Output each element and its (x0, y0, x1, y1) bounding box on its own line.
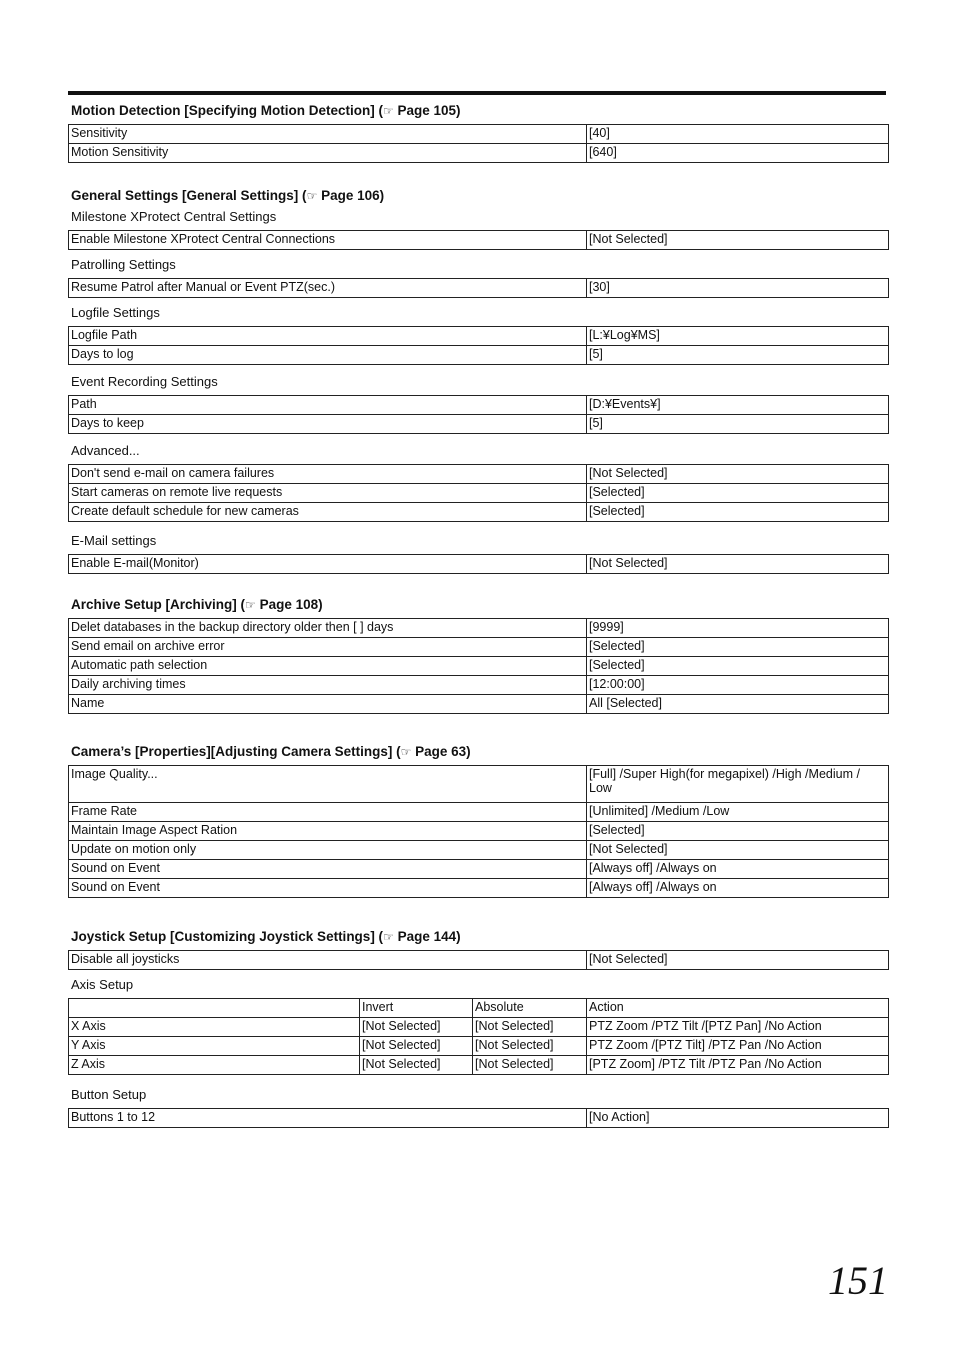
table-row (69, 346, 889, 365)
setting-value-cell: [9999] (587, 619, 889, 638)
setting-name-cell: Image Quality... (69, 766, 587, 803)
setting-value-cell: [Not Selected] (473, 1018, 587, 1037)
table-row (69, 951, 889, 970)
setting-value-cell: [30] (587, 279, 889, 298)
setting-name-cell: Enable Milestone XProtect Central Connections (69, 231, 587, 250)
table-row (69, 484, 889, 503)
patrolling-label: Patrolling Settings (71, 257, 176, 272)
table-row (69, 327, 889, 346)
setting-name-cell: Buttons 1 to 12 (69, 1109, 587, 1128)
hand-pointer-icon: ☞ (383, 930, 394, 944)
setting-name-cell: Enable E-mail(Monitor) (69, 555, 587, 574)
logfile-table (68, 326, 889, 365)
advanced-table (68, 464, 889, 522)
setting-name-cell: Path (69, 396, 587, 415)
setting-value-cell: [No Action] (587, 1109, 889, 1128)
setting-value-cell: [Selected] (587, 638, 889, 657)
setting-name-cell: Create default schedule for new cameras (69, 503, 587, 522)
setting-value-cell: [12:00:00] (587, 676, 889, 695)
setting-value-cell: [40] (587, 125, 889, 144)
milestone-label: Milestone XProtect Central Settings (71, 209, 277, 224)
table-row (69, 396, 889, 415)
table-row (69, 465, 889, 484)
email-table (68, 554, 889, 574)
camera-heading: Camera’s [Properties][Adjusting Camera Settings] (☞ Page 63) (71, 744, 471, 759)
setting-name-cell: Sound on Event (69, 879, 587, 898)
setting-value-cell: [Not Selected] (473, 1056, 587, 1075)
table-row (69, 1109, 889, 1128)
setting-value-cell: PTZ Zoom /[PTZ Tilt] /PTZ Pan /No Action (587, 1037, 889, 1056)
table-row (69, 555, 889, 574)
table-row (69, 1037, 889, 1056)
setting-value-cell: Invert (360, 999, 473, 1018)
setting-name-cell: Disable all joysticks (69, 951, 587, 970)
setting-value-cell: [Selected] (587, 484, 889, 503)
table-row (69, 415, 889, 434)
setting-value-cell: All [Selected] (587, 695, 889, 714)
setting-value-cell: [PTZ Zoom] /PTZ Tilt /PTZ Pan /No Action (587, 1056, 889, 1075)
setting-name-cell: Resume Patrol after Manual or Event PTZ(sec.) (69, 279, 587, 298)
setting-value-cell: [D:¥Events¥] (587, 396, 889, 415)
table-row (69, 144, 889, 163)
setting-value-cell: [Selected] (587, 822, 889, 841)
button-label: Button Setup (71, 1087, 147, 1102)
top-rule (68, 91, 886, 95)
setting-value-cell: [640] (587, 144, 889, 163)
setting-value-cell: [Full] /Super High(for megapixel) /High /Medium / Low (587, 766, 889, 803)
table-row (69, 231, 889, 250)
setting-name-cell: Start cameras on remote live requests (69, 484, 587, 503)
button-table (68, 1108, 889, 1128)
hand-pointer-icon: ☞ (245, 598, 256, 612)
table-row (69, 503, 889, 522)
logfile-label: Logfile Settings (71, 305, 160, 320)
page-number: 151 (828, 1258, 888, 1303)
hand-pointer-icon: ☞ (382, 104, 394, 118)
setting-name-cell (69, 999, 360, 1018)
setting-value-cell: [Not Selected] (587, 465, 889, 484)
email-label: E-Mail settings (71, 533, 157, 548)
setting-name-cell: X Axis (69, 1018, 360, 1037)
setting-value-cell: [5] (587, 415, 889, 434)
setting-name-cell: Days to log (69, 346, 587, 365)
setting-name-cell: Delet databases in the backup directory older then [ ] days (69, 619, 587, 638)
table-row (69, 841, 889, 860)
setting-name-cell: Automatic path selection (69, 657, 587, 676)
table-row (69, 676, 889, 695)
joystick-heading: Joystick Setup [Customizing Joystick Settings] (☞ Page 144) (71, 929, 461, 944)
milestone-table (68, 230, 889, 250)
patrolling-table (68, 278, 889, 298)
joystick-table (68, 950, 889, 970)
setting-value-cell: [Not Selected] (473, 1037, 587, 1056)
setting-name-cell: Frame Rate (69, 803, 587, 822)
setting-name-cell: Send email on archive error (69, 638, 587, 657)
setting-value-cell: [Always off] /Always on (587, 860, 889, 879)
table-row (69, 1018, 889, 1037)
setting-value-cell: [5] (587, 346, 889, 365)
setting-name-cell: Sound on Event (69, 860, 587, 879)
setting-name-cell: Sensitivity (69, 125, 587, 144)
setting-value-cell: [Not Selected] (360, 1056, 473, 1075)
setting-value-cell: [Not Selected] (587, 951, 889, 970)
table-row (69, 657, 889, 676)
setting-value-cell: [Not Selected] (587, 841, 889, 860)
setting-value-cell: [Not Selected] (587, 555, 889, 574)
setting-name-cell: Daily archiving times (69, 676, 587, 695)
event-table (68, 395, 889, 434)
setting-value-cell: [Always off] /Always on (587, 879, 889, 898)
table-row (69, 860, 889, 879)
setting-name-cell: Don't send e-mail on camera failures (69, 465, 587, 484)
hand-pointer-icon: ☞ (400, 745, 412, 759)
setting-name-cell: Z Axis (69, 1056, 360, 1075)
setting-value-cell: [Selected] (587, 503, 889, 522)
setting-name-cell: Motion Sensitivity (69, 144, 587, 163)
table-row (69, 822, 889, 841)
setting-value-cell: [Not Selected] (587, 231, 889, 250)
setting-value-cell: [L:¥Log¥MS] (587, 327, 889, 346)
hand-pointer-icon: ☞ (306, 189, 318, 203)
advanced-label: Advanced... (71, 443, 140, 458)
general-heading: General Settings [General Settings] (☞ Page 106) (71, 188, 385, 203)
setting-name-cell: Logfile Path (69, 327, 587, 346)
table-row (69, 638, 889, 657)
axis-label: Axis Setup (71, 977, 134, 992)
archive-heading: Archive Setup [Archiving] (☞ Page 108) (71, 597, 323, 612)
table-row (69, 766, 889, 803)
motion-heading: Motion Detection [Specifying Motion Detection] (☞ Page 105) (71, 103, 461, 118)
table-row (69, 695, 889, 714)
setting-name-cell: Y Axis (69, 1037, 360, 1056)
table-row (69, 279, 889, 298)
camera-table (68, 765, 889, 898)
setting-value-cell: [Not Selected] (360, 1037, 473, 1056)
axis-table (68, 998, 889, 1075)
table-header-row (69, 999, 889, 1018)
setting-name-cell: Maintain Image Aspect Ration (69, 822, 587, 841)
setting-value-cell: [Not Selected] (360, 1018, 473, 1037)
setting-name-cell: Days to keep (69, 415, 587, 434)
setting-value-cell: Absolute (473, 999, 587, 1018)
setting-value-cell: PTZ Zoom /PTZ Tilt /[PTZ Pan] /No Action (587, 1018, 889, 1037)
setting-value-cell: [Selected] (587, 657, 889, 676)
motion-table (68, 124, 889, 163)
table-row (69, 619, 889, 638)
setting-value-cell: Action (587, 999, 889, 1018)
setting-name-cell: Name (69, 695, 587, 714)
setting-value-cell: [Unlimited] /Medium /Low (587, 803, 889, 822)
table-row (69, 803, 889, 822)
table-row (69, 1056, 889, 1075)
archive-table (68, 618, 889, 714)
table-row (69, 125, 889, 144)
event-label: Event Recording Settings (71, 374, 218, 389)
table-row (69, 879, 889, 898)
setting-name-cell: Update on motion only (69, 841, 587, 860)
